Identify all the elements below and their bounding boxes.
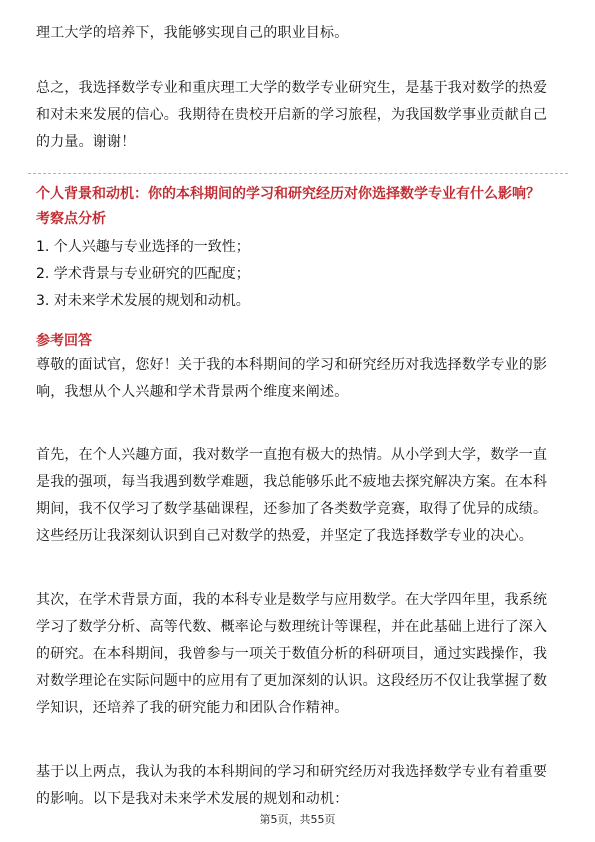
answer-paragraph-3 — [36, 587, 562, 722]
text-line: 对数学理论在实际问题中的应用有了更加深刻的认识。这段经历不仅让我掌握了数 — [36, 673, 548, 689]
text-line: 理工大学的培养下，我能够实现自己的职业目标。 — [36, 25, 349, 41]
list-item: 2. 学术背景与专业研究的匹配度； — [36, 266, 250, 282]
text-line: 和对未来发展的信心。我期待在贵校开启新的学习旅程，为我国数学事业贡献自己 — [36, 107, 548, 123]
text-line: 期间，我不仅学习了数学基础课程，还参加了各类数学竞赛，取得了优异的成绩。 — [36, 501, 548, 517]
text-line: 响，我想从个人兴趣和学术背景两个维度来阐述。 — [36, 384, 349, 400]
text-line: 学知识，还培养了我的研究能力和团队合作精神。 — [36, 700, 349, 716]
text-line: 是我的强项，每当我遇到数学难题，我总能够乐此不疲地去探究解决方案。在本科 — [36, 474, 548, 490]
text-line: 的研究。在本科期间，我曾参与一项关于数值分析的科研项目，通过实践操作，我 — [36, 646, 548, 662]
list-item: 1. 个人兴趣与专业选择的一致性； — [36, 239, 250, 255]
answer-paragraph-2 — [36, 442, 562, 550]
text-line: 其次，在学术背景方面，我的本科专业是数学与应用数学。在大学四年里，我系统 — [36, 592, 548, 608]
interview-question: 个人背景和动机：你的本科期间的学习和研究经历对你选择数学专业有什么影响？ — [36, 186, 540, 202]
text-line: 的力量。谢谢！ — [36, 134, 136, 150]
text-line: 这些经历让我深刻认识到自己对数学的热爱，并坚定了我选择数学专业的决心。 — [36, 528, 533, 544]
text-line: 尊敬的面试官，您好！关于我的本科期间的学习和研究经历对我选择数学专业的影 — [36, 357, 548, 373]
conclusion-paragraph — [36, 75, 562, 156]
text-line: 总之，我选择数学专业和重庆理工大学的数学专业研究生，是基于我对数学的热爱 — [36, 80, 548, 96]
text-line: 学习了数学分析、高等代数、概率论与数理统计等课程，并在此基础上进行了深入 — [36, 619, 548, 635]
intro-paragraph — [36, 20, 562, 47]
analysis-heading: 考察点分析 — [36, 211, 106, 227]
section-divider — [28, 173, 568, 174]
analysis-list — [36, 234, 250, 315]
list-item: 3. 对未来学术发展的规划和动机。 — [36, 293, 250, 309]
answer-paragraph-4 — [36, 759, 562, 813]
answer-paragraph-1 — [36, 352, 562, 406]
page-number: 第5页，共55页 — [259, 813, 336, 826]
text-line: 基于以上两点，我认为我的本科期间的学习和研究经历对我选择数学专业有着重要 — [36, 764, 548, 780]
text-line: 的影响。以下是我对未来学术发展的规划和动机： — [36, 791, 349, 807]
answer-heading: 参考回答 — [36, 333, 92, 349]
text-line: 首先，在个人兴趣方面，我对数学一直抱有极大的热情。从小学到大学，数学一直 — [36, 447, 548, 463]
